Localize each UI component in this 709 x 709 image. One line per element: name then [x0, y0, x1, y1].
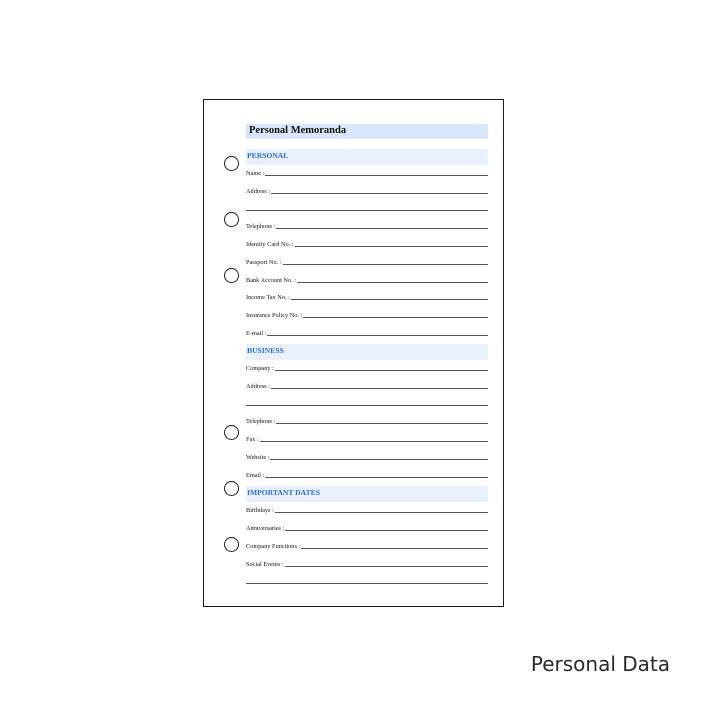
- field-insurance-policy[interactable]: [246, 308, 488, 320]
- field-business-address[interactable]: [246, 379, 488, 391]
- write-line: [283, 264, 488, 265]
- write-line: [260, 441, 488, 442]
- write-line: [265, 175, 488, 176]
- field-identity-card[interactable]: [246, 237, 488, 249]
- write-line: [271, 388, 488, 389]
- field-passport[interactable]: [246, 255, 488, 267]
- field-name[interactable]: [246, 166, 488, 178]
- address-extra-line[interactable]: [246, 210, 488, 211]
- write-line: [275, 512, 488, 513]
- field-anniversaries[interactable]: [246, 521, 488, 533]
- field-label: Telephone :: [246, 223, 276, 230]
- write-line: [285, 566, 488, 567]
- section-header-business: [246, 344, 488, 360]
- field-label: Company :: [246, 365, 274, 372]
- field-business-email[interactable]: [246, 468, 488, 480]
- field-label: Company Functions :: [246, 543, 301, 550]
- field-label: Email :: [246, 472, 265, 479]
- write-line: [301, 548, 488, 549]
- write-line: [275, 370, 488, 371]
- section-header-personal: [246, 149, 488, 165]
- write-line: [276, 423, 488, 424]
- field-email[interactable]: [246, 326, 488, 338]
- write-line: [265, 477, 488, 478]
- field-income-tax[interactable]: [246, 290, 488, 302]
- field-label: Telephone :: [246, 418, 276, 425]
- write-line: [285, 530, 488, 531]
- field-business-telephone[interactable]: [246, 414, 488, 426]
- field-label: Social Events :: [246, 561, 284, 568]
- field-label: Fax :: [246, 436, 259, 443]
- field-label: Bank Account No. :: [246, 277, 297, 284]
- write-line: [297, 282, 488, 283]
- binder-hole: [224, 537, 239, 552]
- product-caption: Personal Data: [530, 652, 670, 676]
- write-line: [270, 459, 488, 460]
- page-title: Personal Memoranda: [249, 125, 347, 136]
- write-line: [295, 246, 488, 247]
- field-bank-account[interactable]: [246, 273, 488, 285]
- field-company-functions[interactable]: [246, 539, 488, 551]
- field-address[interactable]: [246, 184, 488, 196]
- field-label: Income Tax No. :: [246, 294, 290, 301]
- field-label: Website :: [246, 454, 270, 461]
- field-telephone[interactable]: [246, 219, 488, 231]
- write-line: [267, 335, 488, 336]
- write-line: [276, 228, 488, 229]
- binder-hole: [224, 481, 239, 496]
- field-company[interactable]: [246, 361, 488, 373]
- write-line: [271, 193, 488, 194]
- field-label: Passport No. :: [246, 259, 282, 266]
- field-birthdays[interactable]: [246, 503, 488, 515]
- section-title: BUSINESS: [247, 346, 284, 355]
- address-extra-line[interactable]: [246, 405, 488, 406]
- field-label: Name :: [246, 170, 265, 177]
- social-events-extra-line[interactable]: [246, 583, 488, 584]
- field-label: Address :: [246, 383, 270, 390]
- field-label: Anniversaries :: [246, 525, 285, 532]
- planner-sheet: [203, 99, 504, 607]
- field-fax[interactable]: [246, 432, 488, 444]
- field-social-events[interactable]: [246, 557, 488, 569]
- binder-hole: [224, 156, 239, 171]
- section-title: IMPORTANT DATES: [247, 488, 320, 497]
- field-label: Insurance Policy No. :: [246, 312, 303, 319]
- field-label: Address :: [246, 188, 270, 195]
- field-label: E-mail :: [246, 330, 267, 337]
- binder-hole: [224, 212, 239, 227]
- field-label: Identity Card No. :: [246, 241, 294, 248]
- field-website[interactable]: [246, 450, 488, 462]
- field-label: Birthdays :: [246, 507, 274, 514]
- write-line: [303, 317, 488, 318]
- section-title: PERSONAL: [247, 151, 289, 160]
- binder-hole: [224, 268, 239, 283]
- section-header-important-dates: [246, 486, 488, 502]
- write-line: [291, 299, 488, 300]
- binder-hole: [224, 425, 239, 440]
- title-bar: [246, 124, 488, 139]
